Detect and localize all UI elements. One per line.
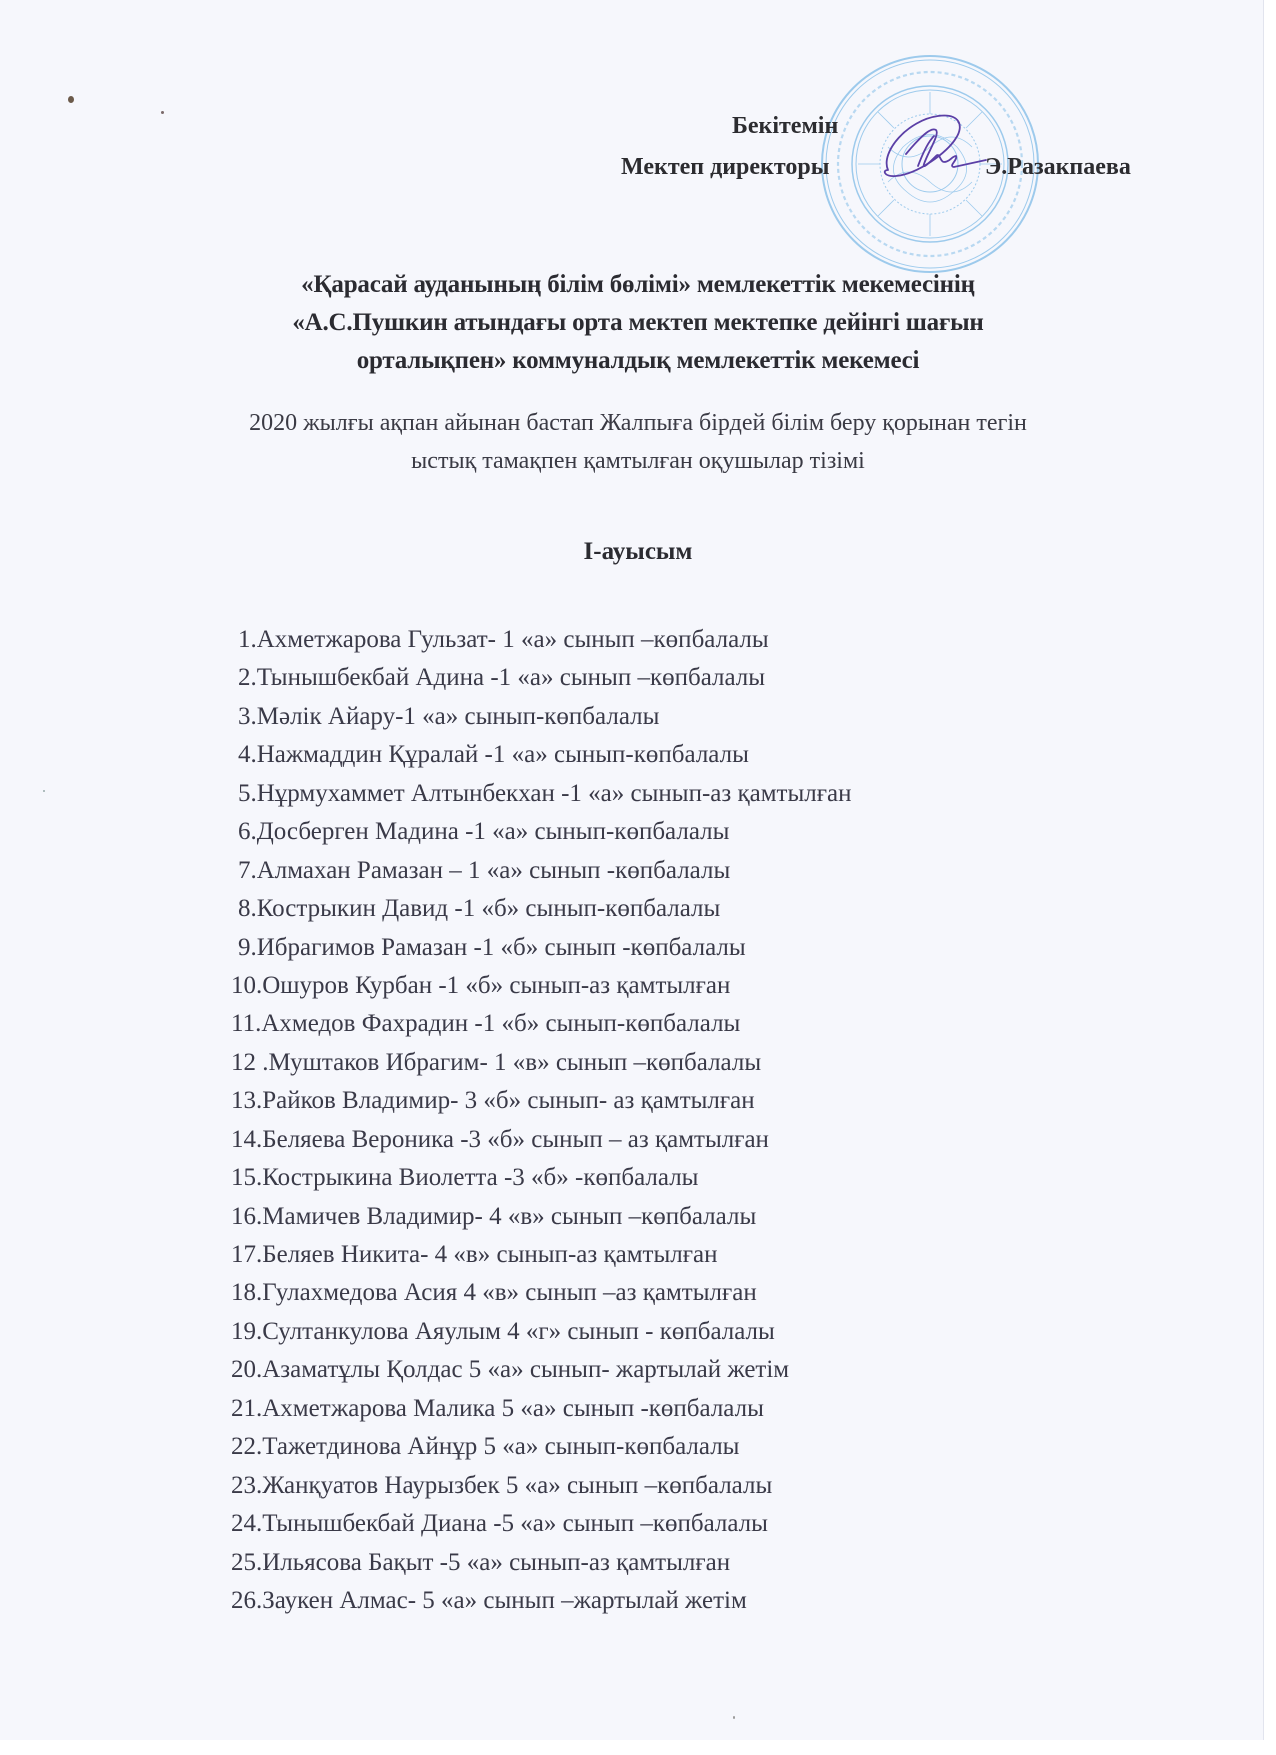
scan-speck xyxy=(43,790,45,792)
list-item: 16.Мамичев Владимир- 4 «в» сынып –көпбалалы xyxy=(231,1202,757,1230)
organization-header xyxy=(150,266,1126,380)
list-item: 11.Ахмедов Фахрадин -1 «б» сынып-көпбалалы xyxy=(231,1010,741,1038)
list-item: 19.Султанкулова Аяулым 4 «г» сынып - көпбалалы xyxy=(231,1317,775,1345)
list-item: 4.Нажмаддин Құралай -1 «а» сынып-көпбалалы xyxy=(238,741,749,769)
organization-line: орталықпен» коммуналдық мемлекеттік мекемесі xyxy=(356,347,920,374)
scan-speck xyxy=(733,1716,735,1719)
document-subtitle xyxy=(150,404,1126,480)
student-list xyxy=(224,621,852,1620)
list-item: 25.Ильясова Бақыт -5 «а» сынып-аз қамтылған xyxy=(231,1548,731,1576)
organization-line: «Қарасай ауданының білім бөлімі» мемлекеттік мекемесінің xyxy=(301,271,975,298)
list-item: 13.Райков Владимир- 3 «б» сынып- аз қамтылған xyxy=(231,1087,755,1115)
subtitle-line: 2020 жылғы ақпан айынан бастап Жалпыға бірдей білім беру қорынан тегін xyxy=(249,410,1027,436)
list-item: 23.Жанқуатов Наурызбек 5 «а» сынып –көпбалалы xyxy=(231,1471,773,1499)
list-item: 2.Тынышбекбай Адина -1 «а» сынып –көпбалалы xyxy=(238,664,766,692)
shift-heading: I-ауысым xyxy=(583,538,693,565)
list-item: 14.Беляева Вероника -3 «б» сынып – аз қамтылған xyxy=(231,1125,769,1153)
approval-title: Бекітемін xyxy=(732,113,839,139)
scan-speck xyxy=(68,96,74,103)
list-item: 22.Тажетдинова Айнұр 5 «а» сынып-көпбалалы xyxy=(231,1433,740,1461)
list-item: 8.Кострыкин Давид -1 «б» сынып-көпбалалы xyxy=(238,895,721,923)
list-item: 24.Тынышбекбай Диана -5 «а» сынып –көпбалалы xyxy=(231,1510,768,1538)
approver-position: Мектеп директоры xyxy=(621,154,830,180)
scan-speck xyxy=(161,111,164,114)
approver-name: Э.Разакпаева xyxy=(985,154,1131,180)
list-item: 15.Кострыкина Виолетта -3 «б» -көпбалалы xyxy=(231,1164,699,1192)
list-item: 20.Азаматұлы Қолдас 5 «а» сынып- жартылай жетім xyxy=(231,1356,790,1384)
director-signature xyxy=(878,112,990,184)
list-item: 1.Ахметжарова Гульзат- 1 «а» сынып –көпбалалы xyxy=(238,626,769,653)
list-item: 3.Мәлік Айару-1 «а» сынып-көпбалалы xyxy=(238,702,660,730)
list-item: 17.Беляев Никита- 4 «в» сынып-аз қамтылған xyxy=(231,1241,718,1268)
list-item: 10.Ошуров Курбан -1 «б» сынып-аз қамтылған xyxy=(231,971,731,999)
list-item: 18.Гулахмедова Асия 4 «в» сынып –аз қамтылған xyxy=(231,1279,757,1307)
list-item: 7.Алмахан Рамазан – 1 «а» сынып -көпбалалы xyxy=(238,856,731,884)
list-item: 12 .Муштаков Ибрагим- 1 «в» сынып –көпбалалы xyxy=(231,1048,762,1076)
list-item: 5.Нұрмухаммет Алтынбекхан -1 «а» сынып-аз қамтылған xyxy=(238,779,852,807)
list-item: 6.Досберген Мадина -1 «а» сынып-көпбалалы xyxy=(238,818,730,846)
organization-line: «А.С.Пушкин атындағы орта мектеп мектепке дейінгі шағын xyxy=(292,309,984,336)
list-item: 21.Ахметжарова Малика 5 «а» сынып -көпбалалы xyxy=(231,1394,764,1422)
list-item: 26.Заукен Алмас- 5 «а» сынып –жартылай жетім xyxy=(231,1586,747,1614)
subtitle-line: ыстық тамақпен қамтылған оқушылар тізімі xyxy=(411,448,865,474)
list-item: 9.Ибрагимов Рамазан -1 «б» сынып -көпбалалы xyxy=(238,933,746,961)
